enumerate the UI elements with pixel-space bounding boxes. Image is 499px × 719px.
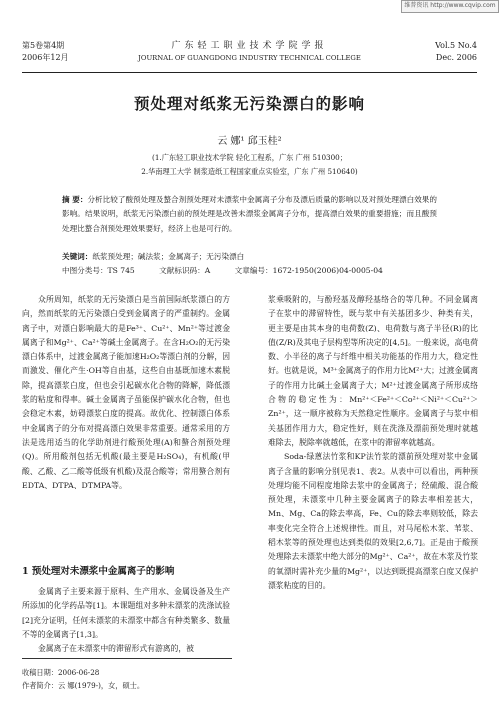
section-heading: 1 预处理对未漂浆中金属离子的影响	[22, 566, 175, 577]
footnote	[22, 658, 232, 692]
left-column-section	[22, 585, 230, 656]
paper-title: 预处理对纸浆无污染漂白的影响	[133, 94, 365, 113]
article-number: 文章编号：1672-1950(2006)04-0005-04	[234, 266, 383, 275]
volume-cn: 第5卷第4期	[22, 41, 65, 50]
section-paragraph-2: 金属离子在未漂浆中的滞留形式有游离的，被	[38, 644, 194, 654]
paper-authors: 云 娜¹ 邱玉桂²	[217, 136, 282, 147]
author-bio: 作者简介：云 娜(1979-)，女，硕士。	[22, 681, 145, 690]
intro-paragraph: 众所周知，纸浆的无污染漂白是当前国际纸浆漂白的方向，然而纸浆的无污染漂白受到金属离子的严重制约。金属离子中，对漂白影响最大的是Fe³⁺、Cu²⁺、Mn²⁺等过渡金属离子和Mg²⁺、Ca²⁺等碱土金属离子。在含H₂O₂的无污染漂白体系中，过渡金属离子能加速H₂O₂等漂白剂的分解，因而激发、催化产生·OH等自由基，这些自由基既加速木素脱除，提高漂浆白度，但也会引起碳水化合物的降解，降低漂浆的粘度和得率。碱土金属离子虽能保护碳水化合物，但也会稳定木素，妨碍漂浆白度的提高。故优化、控制漂白体系中金属离子的分布对提高漂白效果非常重要。通常采用的方法是选用适当的化学助剂进行酸预处理(A)和螯合剂预处理(Q)。所用酸剂包括无机酸(最主要是H₂SO₄)，有机酸(甲酸、乙酸、乙二酸等低级有机酸)及混合酸等；常用螯合剂有EDTA、DTPA、DTMPA等。	[22, 295, 230, 490]
abstract-text: 分析比较了酸预处理及螯合剂预处理对未漂浆中金属离子分布及漂后质量的影响以及对预处理漂白效果的影响。结果说明，纸浆无污染漂白前的预处理是改善未漂浆金属离子分布，提高漂白效果的重要措施；而且酸预处理比螯合剂预处理效果要好，经济上也是可行的。	[62, 195, 437, 233]
date-cn: 2006年12月	[22, 53, 69, 62]
journal-name-en: JOURNAL OF GUANGDONG INDUSTRY TECHNICAL COLLEGE	[138, 54, 361, 62]
source-stamp: 维普资讯 http://www.cqvip.com	[401, 0, 499, 13]
header-right	[435, 40, 477, 64]
affiliation-1: (1.广东轻工职业技术学院 轻化工程系，广东 广州 510300；	[152, 153, 347, 162]
abstract-label: 摘 要：	[62, 195, 88, 204]
right-paragraph-1: 浆乘吸附的，与酚羟基及醇羟基络合的等几种。不同金属离子在浆中的滞留特性，既与浆中有关基团多少、种类有关，更主要是由其本身的电荷数(Z)、电荷数与离子半径(R)的比值(Z/R)及其电子层构型等所决定的[4,5]。一般来说，高电荷数、小半径的离子与纤维中相关功能基的作用力大，稳定性好。也就是说，M³⁺金属离子的作用力比M²⁺大；过渡金属离子的作用力比碱土金属离子大；M²⁺过渡金属离子所形成络合物的稳定性为：Mn²⁺＜Fe²⁺＜Co²⁺＜Ni²⁺＜Cu²⁺＞Zn²⁺，这一顺序被称为天然稳定性顺序。金属离子与浆中相关基团作用力大，稳定性好，则在洗涤及漂前预处理时就越难除去，脱除率就越低，在浆中的滞留率就越高。	[268, 295, 479, 447]
header-center	[132, 40, 367, 64]
section-paragraph-1: 金属离子主要来源于原料、生产用水、金属设备及生产所添加的化学药品等[1]。本课题组对多种未漂浆的洗涤试验[2]充分证明，任何未漂浆的未漂浆中都含有种类繁多、数量不等的金属离子[1,3]。	[22, 587, 230, 639]
affiliation-2: 2.华南理工大学 制浆造纸工程国家重点实验室，广东 广州 510640)	[141, 167, 358, 176]
abstract	[62, 193, 437, 236]
keywords-label: 关键词：	[62, 252, 93, 261]
clc-number: 中图分类号：TS 745	[62, 266, 135, 275]
header-left	[22, 40, 69, 64]
keywords	[62, 251, 437, 262]
journal-name-cn: 广东轻工职业技术学院学报	[171, 41, 328, 51]
keywords-text: 纸浆预处理；碱法浆；金属离子；无污染漂白	[92, 252, 245, 261]
received-date: 收稿日期：2006-06-28	[22, 668, 100, 677]
date-en: Dec. 2006	[435, 53, 477, 62]
left-column	[22, 293, 230, 493]
doc-code: 文献标识码：A	[159, 266, 211, 275]
volume-en: Vol.5 No.4	[435, 41, 477, 50]
journal-header	[22, 34, 477, 73]
right-column	[268, 293, 478, 593]
right-paragraph-2: Soda-绿蒽法竹浆和KP法竹浆的漂前预处理对浆中金属离子含量的影响分别见表1、表2。从表中可以看出，两种预处理均能不同程度地除去浆中的金属离子；经硫酸、混合酸预处理，未漂浆中几种主要金属离子的除去率相差甚大，Mn、Mg、Ca的除去率高，Fe、Cu的除去率则较低，除去率变化完全符合上述规律性。而且，对马尾松木浆、苇浆、稻木浆等的预处理也达到类似的效果[2,6,7]。正是由于酸预处理除去未漂浆中绝大部分的Mg²⁺、Ca²⁺，故在木浆及竹浆的氧漂时需补充少量的Mg²⁺，以达到既提高漂浆白度又保护漂浆粘度的目的。	[268, 452, 478, 590]
classification-line	[62, 265, 437, 276]
